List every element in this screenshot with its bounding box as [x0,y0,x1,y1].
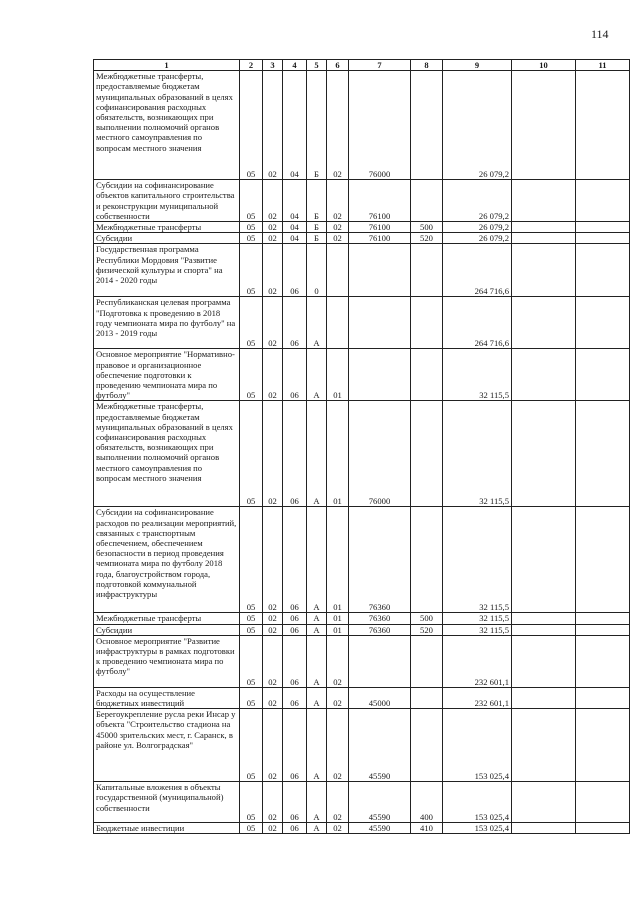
code-section: 05 [240,401,263,507]
code-section: 05 [240,709,263,782]
code-event: 01 [327,624,349,635]
col-10 [512,401,576,507]
column-header: 1 [94,60,240,71]
code-subsection: 02 [263,782,283,823]
code-direction: 45590 [349,823,411,834]
col-11 [576,624,630,635]
column-header: 5 [307,60,327,71]
amount: 264 716,6 [443,244,512,297]
table-row [94,782,630,823]
amount: 26 079,2 [443,180,512,222]
code-section: 05 [240,823,263,834]
code-direction [349,635,411,687]
code-event: 02 [327,635,349,687]
code-event [327,297,349,349]
row-name: Субсидии на софинансирование объектов капитального строительства и реконструкции муниципальной собственности [94,180,240,222]
code-subsection: 02 [263,180,283,222]
code-program: 04 [283,222,307,233]
col-11 [576,613,630,624]
column-header: 11 [576,60,630,71]
row-name: Расходы на осуществление бюджетных инвестиций [94,687,240,708]
table-row [94,507,630,613]
row-name: Субсидии [94,624,240,635]
column-header: 6 [327,60,349,71]
row-name: Основное мероприятие "Нормативно-правовое и организационное обеспечение подготовки к проведению чемпионата мира по футболу" [94,349,240,401]
code-direction: 76000 [349,401,411,507]
code-subsection: 02 [263,244,283,297]
row-name: Межбюджетные трансферты, предоставляемые бюджетам муниципальных образований в целях софинансирования расходных обязательств, возникающих при выполнении полномочий органов местного самоуправления по вопросам местного значения [94,401,240,507]
col-10 [512,507,576,613]
code-direction: 45590 [349,709,411,782]
col-10 [512,233,576,244]
code-program: 06 [283,687,307,708]
col-11 [576,709,630,782]
code-event [327,244,349,297]
col-10 [512,687,576,708]
code-program: 06 [283,624,307,635]
row-name: Межбюджетные трансферты, предоставляемые бюджетам муниципальных образований в целях софинансирования расходных обязательств, возникающих при выполнении полномочий органов местного самоуправления по вопросам местного значения [94,71,240,180]
row-name: Межбюджетные трансферты [94,222,240,233]
table-row [94,349,630,401]
column-header: 8 [411,60,443,71]
col-11 [576,507,630,613]
code-direction: 76360 [349,624,411,635]
row-name: Государственная программа Республики Мордовия "Развитие физической культуры и спорта" на 2014 - 2020 годы [94,244,240,297]
code-event: 01 [327,613,349,624]
table-row [94,635,630,687]
col-10 [512,624,576,635]
column-header: 3 [263,60,283,71]
row-name: Берегоукрепление русла реки Инсар у объекта "Строительство стадиона на 45000 зрительских мест, г. Саранск, в районе ул. Волгоградская" [94,709,240,782]
col-11 [576,635,630,687]
col-10 [512,297,576,349]
code-expense-type [411,244,443,297]
code-subsection: 02 [263,823,283,834]
col-11 [576,222,630,233]
code-event: 02 [327,687,349,708]
code-direction: 76100 [349,233,411,244]
code-subsection: 02 [263,709,283,782]
code-program: 06 [283,823,307,834]
col-10 [512,222,576,233]
amount: 32 115,5 [443,401,512,507]
col-11 [576,782,630,823]
code-section: 05 [240,180,263,222]
code-section: 05 [240,507,263,613]
row-name: Субсидии [94,233,240,244]
code-program: 06 [283,349,307,401]
table-row [94,222,630,233]
col-11 [576,71,630,180]
code-program: 06 [283,507,307,613]
code-subsection: 02 [263,624,283,635]
col-11 [576,823,630,834]
code-subprogram: А [307,687,327,708]
code-subprogram: 0 [307,244,327,297]
code-direction: 76360 [349,507,411,613]
amount: 264 716,6 [443,297,512,349]
code-expense-type: 520 [411,233,443,244]
code-expense-type: 410 [411,823,443,834]
code-event: 02 [327,180,349,222]
code-event: 01 [327,349,349,401]
code-program: 06 [283,401,307,507]
code-subsection: 02 [263,687,283,708]
code-subprogram: А [307,349,327,401]
code-section: 05 [240,613,263,624]
code-program: 06 [283,297,307,349]
code-subsection: 02 [263,401,283,507]
code-subprogram: А [307,823,327,834]
page-number: 114 [591,27,609,41]
col-10 [512,71,576,180]
code-event: 02 [327,823,349,834]
code-section: 05 [240,71,263,180]
code-expense-type [411,635,443,687]
col-10 [512,613,576,624]
code-program: 04 [283,180,307,222]
row-name: Бюджетные инвестиции [94,823,240,834]
code-direction: 76100 [349,180,411,222]
code-subsection: 02 [263,222,283,233]
column-header: 4 [283,60,307,71]
col-10 [512,244,576,297]
code-subprogram: Б [307,233,327,244]
code-direction [349,297,411,349]
col-11 [576,180,630,222]
code-subprogram: Б [307,71,327,180]
header-row [94,60,630,71]
code-subsection: 02 [263,297,283,349]
code-direction: 76100 [349,222,411,233]
row-name: Республиканская целевая программа "Подготовка к проведению в 2018 году чемпионата мира по футболу" на 2013 - 2019 годы [94,297,240,349]
code-program: 06 [283,613,307,624]
code-section: 05 [240,624,263,635]
code-subprogram: А [307,782,327,823]
code-expense-type [411,71,443,180]
code-section: 05 [240,297,263,349]
code-subsection: 02 [263,349,283,401]
code-section: 05 [240,635,263,687]
col-10 [512,782,576,823]
code-expense-type: 500 [411,613,443,624]
code-subprogram: Б [307,222,327,233]
code-section: 05 [240,687,263,708]
code-expense-type: 500 [411,222,443,233]
amount: 26 079,2 [443,222,512,233]
amount: 32 115,5 [443,624,512,635]
budget-table [93,59,630,834]
code-expense-type [411,401,443,507]
code-section: 05 [240,782,263,823]
amount: 232 601,1 [443,635,512,687]
code-program: 04 [283,233,307,244]
col-11 [576,401,630,507]
col-10 [512,180,576,222]
code-subprogram: А [307,401,327,507]
code-program: 04 [283,71,307,180]
code-expense-type [411,687,443,708]
code-event: 02 [327,71,349,180]
col-11 [576,297,630,349]
table-row [94,244,630,297]
code-expense-type: 520 [411,624,443,635]
code-expense-type [411,297,443,349]
table-row [94,71,630,180]
amount: 26 079,2 [443,233,512,244]
amount: 26 079,2 [443,71,512,180]
code-subprogram: А [307,635,327,687]
code-program: 06 [283,635,307,687]
code-event: 01 [327,401,349,507]
code-event: 01 [327,507,349,613]
code-subprogram: А [307,624,327,635]
table-row [94,709,630,782]
amount: 32 115,5 [443,613,512,624]
column-header: 9 [443,60,512,71]
code-direction: 76000 [349,71,411,180]
table-row [94,180,630,222]
table-row [94,297,630,349]
col-11 [576,233,630,244]
code-subprogram: Б [307,180,327,222]
col-10 [512,823,576,834]
col-11 [576,687,630,708]
code-subsection: 02 [263,507,283,613]
row-name: Основное мероприятие "Развитие инфраструктуры в рамках подготовки к проведению чемпионата мира по футболу" [94,635,240,687]
code-direction: 45590 [349,782,411,823]
code-expense-type: 400 [411,782,443,823]
column-header: 2 [240,60,263,71]
code-subsection: 02 [263,233,283,244]
amount: 32 115,5 [443,507,512,613]
code-section: 05 [240,233,263,244]
amount: 153 025,4 [443,823,512,834]
code-expense-type [411,180,443,222]
amount: 32 115,5 [443,349,512,401]
row-name: Межбюджетные трансферты [94,613,240,624]
code-subprogram: А [307,709,327,782]
col-10 [512,635,576,687]
col-10 [512,709,576,782]
col-11 [576,244,630,297]
code-direction [349,349,411,401]
col-10 [512,349,576,401]
table-row [94,823,630,834]
table-row [94,687,630,708]
code-direction: 45000 [349,687,411,708]
code-event: 02 [327,709,349,782]
code-subprogram: А [307,507,327,613]
code-subsection: 02 [263,71,283,180]
col-11 [576,349,630,401]
code-section: 05 [240,349,263,401]
code-direction [349,244,411,297]
amount: 232 601,1 [443,687,512,708]
column-header: 10 [512,60,576,71]
table-row [94,613,630,624]
code-expense-type [411,349,443,401]
code-subprogram: А [307,297,327,349]
table-row [94,401,630,507]
row-name: Капитальные вложения в объекты государственной (муниципальной) собственности [94,782,240,823]
row-name: Субсидии на софинансирование расходов по реализации мероприятий, связанных с транспортным обеспечением, обеспечением безопасности в период проведения чемпионата мира по футболу 2018 года, благоустройством города, подготовкой коммунальной инфраструктуры [94,507,240,613]
amount: 153 025,4 [443,709,512,782]
table-row [94,624,630,635]
code-program: 06 [283,782,307,823]
code-expense-type [411,709,443,782]
code-expense-type [411,507,443,613]
code-subsection: 02 [263,613,283,624]
code-event: 02 [327,233,349,244]
code-program: 06 [283,244,307,297]
table-row [94,233,630,244]
code-section: 05 [240,222,263,233]
code-program: 06 [283,709,307,782]
code-event: 02 [327,782,349,823]
code-subprogram: А [307,613,327,624]
code-subsection: 02 [263,635,283,687]
code-direction: 76360 [349,613,411,624]
code-section: 05 [240,244,263,297]
code-event: 02 [327,222,349,233]
column-header: 7 [349,60,411,71]
amount: 153 025,4 [443,782,512,823]
